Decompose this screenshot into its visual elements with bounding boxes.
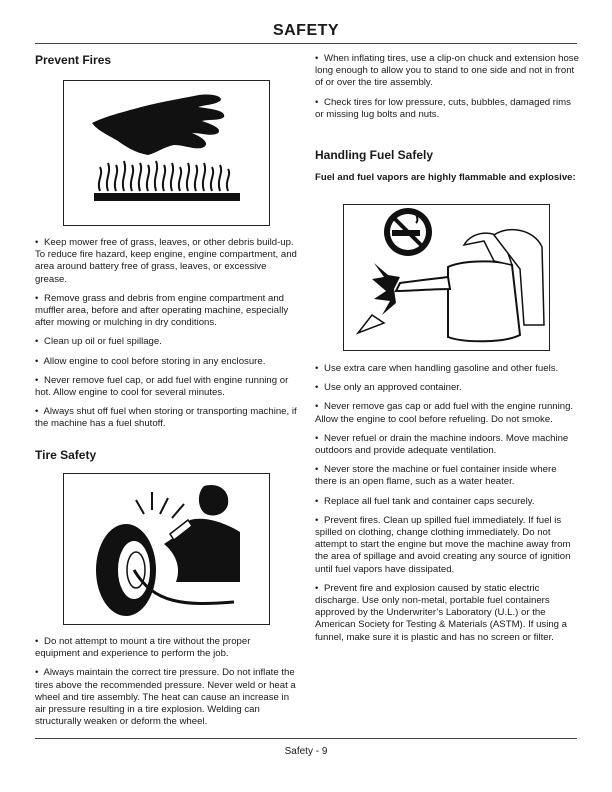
fuel-can-icon: [448, 261, 520, 341]
list-item: • Never refuel or drain the machine indoors. Move machine outdoors and provide adequate ventilation.: [315, 432, 569, 457]
list-item: • Do not attempt to mount a tire without the proper equipment and experience to perform the job.: [35, 636, 251, 660]
grass-base: [94, 193, 240, 201]
left-column: [35, 53, 297, 67]
list-item: • Allow engine to cool before storing in any enclosure.: [35, 355, 266, 367]
person-icon: [199, 485, 228, 516]
list-item: • Never remove gas cap or add fuel with the engine running. Allow the engine to cool before refueling. Do not smoke.: [315, 401, 574, 425]
fire-hazard-illustration: [63, 80, 270, 226]
prevent-fires-list: [35, 237, 297, 438]
fuel-list: [315, 363, 579, 651]
list-item: • Keep mower free of grass, leaves, or other debris build-up. To reduce fire hazard, keep engine, engine compartment, and area around battery free of grass, leaves, or excessive grease.: [35, 237, 297, 285]
list-item: • Always shut off fuel when storing or transporting machine, if the machine has a fuel shutoff.: [35, 406, 297, 430]
section-heading-fuel: Handling Fuel Safely: [315, 148, 434, 162]
tire-continued-list: [315, 53, 579, 128]
list-item: • Always maintain the correct tire pressure. Do not inflate the tires above the recommended pressure. Never weld or heat a wheel and tire assembly. The heat can cause an increase in air pressure resulting in a tire explosion. Welding can structurally weaken or deform the wheel.: [35, 667, 296, 728]
list-item: • Check tires for low pressure, cuts, bubbles, damaged rims or missing lug bolts and nuts.: [315, 96, 571, 120]
hand-icon: [92, 94, 224, 155]
footer-rule: [35, 738, 577, 739]
list-item: • Replace all fuel tank and container caps securely.: [315, 495, 535, 507]
page-number: Safety - 9: [284, 746, 328, 757]
nozzle-icon: [396, 277, 450, 291]
list-item: • Never remove fuel cap, or add fuel with engine running or hot. Allow engine to cool for several minutes.: [35, 374, 289, 399]
list-item: • Use only an approved container.: [315, 382, 462, 394]
spark-icon: [372, 263, 400, 315]
tire-safety-section: [35, 448, 297, 462]
fuel-section-header: [315, 148, 579, 184]
flames-icon: [99, 161, 229, 191]
section-heading-prevent-fires: Prevent Fires: [35, 53, 112, 67]
tire-safety-list: [35, 636, 297, 735]
page-title: SAFETY: [272, 22, 340, 39]
header-rule: [35, 43, 577, 44]
fuel-warning: Fuel and fuel vapors are highly flammable and explosive:: [315, 172, 576, 183]
section-heading-tire-safety: Tire Safety: [35, 448, 97, 462]
list-item: • Prevent fires. Clean up spilled fuel immediately. If fuel is spilled on clothing, change clothing immediately. Do not attempt to start the engine but move the machine away from the area of spillage and avoid creating any source of ignition until fuel vapors have dissipated.: [315, 514, 571, 575]
list-item: • Use extra care when handling gasoline and other fuels.: [315, 363, 559, 374]
list-item: • When inflating tires, use a clip-on chuck and extension hose long enough to allow you to stand to one side and not in front of or over the tire assembly.: [315, 53, 579, 89]
no-smoking-icon: [384, 208, 432, 256]
list-item: • Clean up oil or fuel spillage.: [35, 336, 162, 348]
list-item: • Prevent fire and explosion caused by static electric discharge. Use only non-metal, portable fuel containers approved by the Underwriter’s Laboratory (U.L.) or the American Society for Testing & Materials (ASTM). If using a funnel, make sure it is plastic and has no screen or filter.: [315, 582, 568, 643]
list-item: • Remove grass and debris from engine compartment and muffler area, before and after operating machine, especially after mowing or mulching in dry conditions.: [35, 292, 289, 329]
list-item: • Never store the machine or fuel container inside where there is an open flame, such as a water heater.: [315, 464, 557, 488]
tire-explosion-illustration: [63, 473, 270, 625]
fuel-hazard-illustration: [343, 204, 550, 351]
